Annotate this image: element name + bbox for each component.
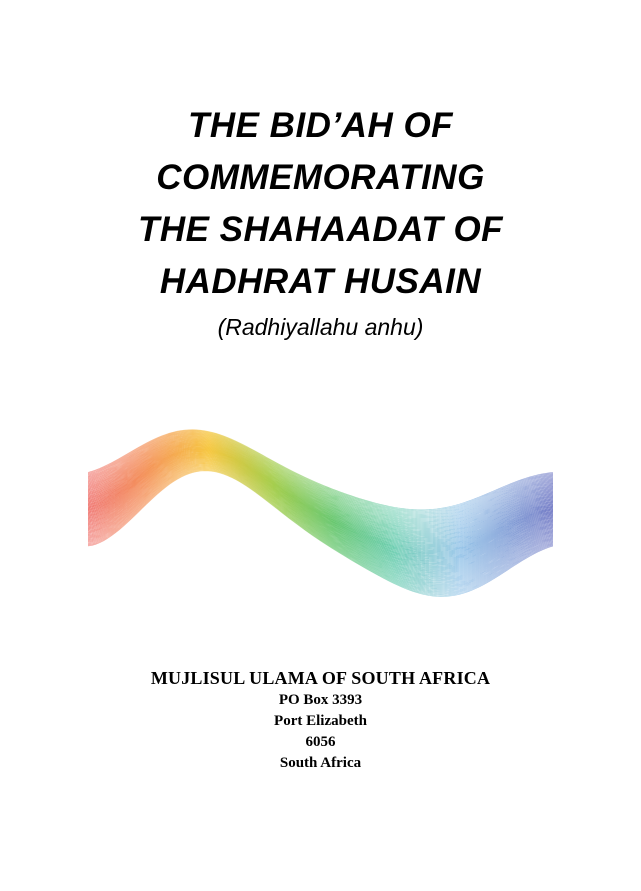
title-block xyxy=(0,100,641,344)
title-line-1: THE BID’AH OF xyxy=(187,106,454,145)
publisher-address-line-1: PO Box 3393 xyxy=(278,692,363,708)
title-line-4: HADHRAT HUSAIN xyxy=(159,262,482,301)
publisher-address-line-3: 6056 xyxy=(305,734,336,750)
title-subtitle: (Radhiyallahu anhu) xyxy=(217,314,424,340)
title-line-2: COMMEMORATING xyxy=(156,158,485,197)
publisher-block xyxy=(0,666,641,774)
publisher-address-line-2: Port Elizabeth xyxy=(274,713,367,729)
title-line-3: THE SHAHAADAT OF xyxy=(137,210,504,249)
wave-ribbon-graphic xyxy=(88,378,553,618)
publisher-address-line-4: South Africa xyxy=(279,755,362,771)
publisher-name: MUJLISUL ULAMA OF SOUTH AFRICA xyxy=(150,668,491,688)
